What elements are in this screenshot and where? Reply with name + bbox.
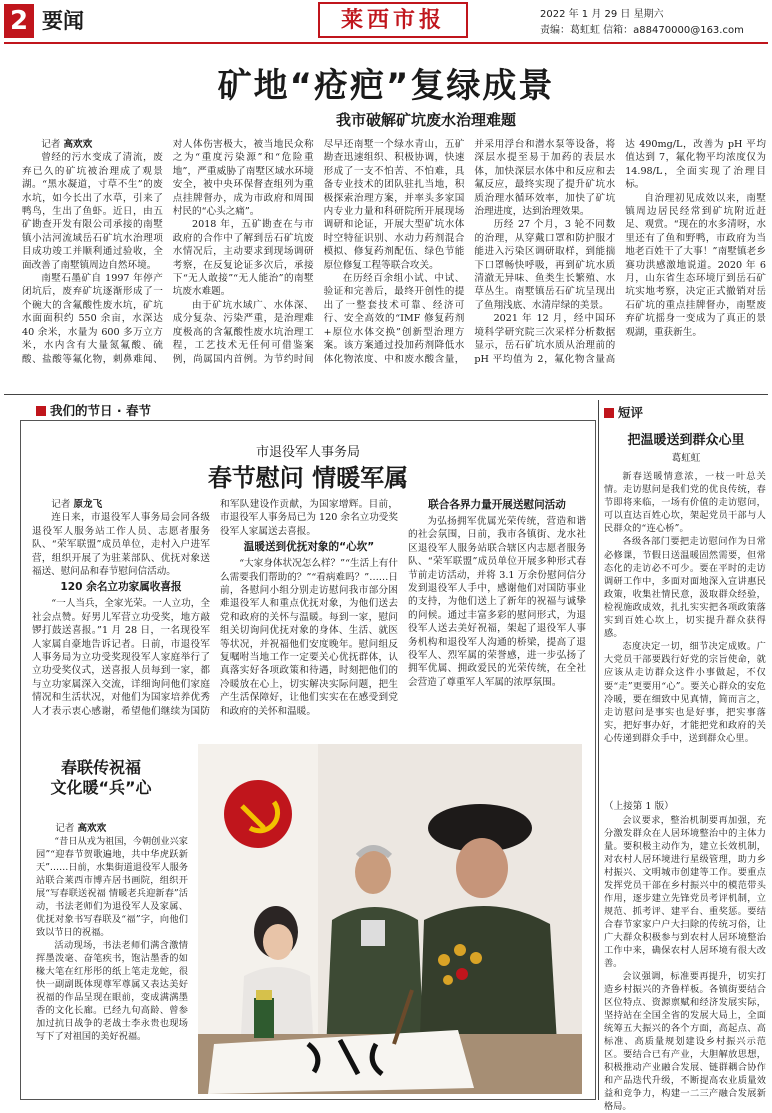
section-divider xyxy=(4,394,768,395)
festival-byline: 记者 原龙飞 xyxy=(51,499,103,510)
festival-paragraph: “大家身体状况怎么样？”“生活上有什么需要我们帮助的？”“看病难吗？”……日前，各慰问小组分别走访慰问我市部分困难退役军人和重点优抚对象，为他们送去党和政府的关怀与温暖。每到一家，慰问组关切询问优抚对象的身体、生活、就医等状况，并祝福他们安度晚年。慰问组反复嘱咐当地工作一定要关心优抚群体，认真落实好各项政策和待遇，时刻把他们的冷暖放在心上，切实解决实际问题，把生产生活保障好，让他们实实在在感受到党和政府的关怀和温暖。 xyxy=(220,558,398,717)
lead-paragraph: 历经 27 个月，3 轮不同数的治理，从穿戴口罩和防护服才能进入污染区调研取样，到能揣下口罩畅快呼吸，再到矿坑水质清澈无异味、鱼类生长繁殖、水草丛生。南墅镇岳石矿坑呈现出了鱼翔浅底、水清岸绿的美景。 xyxy=(474,219,616,311)
page-number: 2 xyxy=(4,4,34,38)
commentary-paragraph: 态度决定一切，细节决定成败。广大党员干部要践行好党的宗旨使命，就应该从走访群众这件小事做起，不仅要“走”更要用“心”。要关心群众的安危冷暖，要在细致中见真情，简而言之，走访慰问是事实也是好事，把实事落实，把好事办好，才能把党和政府的关心传递到群众手中，送到群众心里。 xyxy=(604,641,766,744)
festival-paragraph: “一人当兵，全家光荣。一人立功，全社会点赞。好男儿军营立功受奖，地方敲锣打鼓送喜报。”1 月 28 日，一名现役军人家属自豪地告诉记者。日前，市退役军人事务局为立功受奖现役军人家庭举行了立功受奖仪式，送喜报人员每到一家，都与立功家属深入交流，详细询问他们家庭情况和生活状况，对他们为国家培养优秀人才表示衷心感谢，希望他们继续为国防和军队建设作贡献，为国家增辉。目前，市退役军人事务局已为 120 余名立功受奖役军人家属送去喜报。 xyxy=(32,499,398,717)
festival-headline: 春节慰问 情暖军属 xyxy=(207,464,409,492)
festival-subhead: 联合各界力量开展送慰问活动 xyxy=(428,499,566,511)
lead-paragraph: 自治理初见成效以来，南墅镇周边居民经常到矿坑附近赶足、观赏。“现在的水多清呀，水里还有了鱼和野鸭，市政府为当地老百姓干了大事！”南墅镇老乡赛功洪感激地说道。2020 年 6 月，山东省生态环境厅到岳石矿坑实地考察，决定正式撤销对岳石矿坑的重点挂牌督办，南墅废弃矿坑摇身一变成为了真正的景观湖，重获新生。 xyxy=(625,192,766,338)
column-divider xyxy=(598,400,599,1100)
couplet-headline: 春联传祝福 文化暖“兵”心 xyxy=(50,758,152,797)
festival-paragraph: 为弘扬拥军优属光荣传统，营造和谐的社会氛围，日前，我市各镇街、龙水社区退役军人服务站联合辖区内志愿者服务队、“荣军联盟”成员单位开展多种形式春节前走访活动，并将 3.1 万余份慰问信分发到退役军人手中，感谢他们对国防事业的支持，为他们送上了新年的祝福与诚挚的问候。通过丰富多彩的慰问形式，为退役军人送去美好祝福，架起了退役军人事务机构和退役军人沟通的桥梁，提高了退役军人、烈军属的荣誉感，进一步弘扬了拥军优属、拥政爱民的光荣传统，在全社会营造了尊重军人军属的浓厚氛围。 xyxy=(408,516,586,688)
lead-subheadline: 我市破解矿坑废水治理难题 xyxy=(335,111,516,129)
newspaper-logo: 莱西市报 xyxy=(318,2,468,38)
calligraphy-scene-image xyxy=(198,744,582,1094)
red-square-icon xyxy=(36,406,46,416)
continued-article-body xyxy=(604,814,766,1112)
lead-paragraph: 在历经百余组小试、中试、验证和完善后，最终开创性的提出了一整套技术可靠、经济可行、安全高效的“IMF 修复药剂+原位水体交换”创新型治理方案。该方案通过投加药剂降低水体化物浓度、中和废水酸含量，并采用浮台和潜水泵等设备，将深层水提至易于加药的表层水体，加快深层水体中和反应和去氟反应，最终实现了提升矿坑水质治理水循环效率，加快了矿坑治理进度，达到治理效果。 xyxy=(323,139,616,365)
couplet-article-body xyxy=(36,822,188,1092)
section-tag-festival: 我们的节日 · 春节 xyxy=(36,402,151,420)
festival-subhead: 120 余名立功家属收喜报 xyxy=(60,581,182,594)
festival-article-body xyxy=(32,498,586,726)
couplet-paragraph: 活动现场，书法老师们满含激情挥墨泼毫、奋笔疾书，饱沾墨香的如椽大笔在红彤彤的纸上笔走龙蛇，很快一副副既体现尊军尊属又表达美好祝福的作品呈现在眼前，变成满满墨香的文化长廊。已经九旬高龄、曾参加过抗日战争的老战士李永贵也现场写下了对祖国的美好祝福。 xyxy=(36,940,188,1043)
issue-date: 2022 年 1 月 29 日 星期六 xyxy=(540,9,664,20)
commentary-author: 葛虹虹 xyxy=(671,453,701,464)
editor-line: 责编：葛虹虹 信箱：a88470000@163.com xyxy=(540,25,744,36)
lead-article-body xyxy=(22,138,766,372)
section-name: 要闻 xyxy=(42,9,84,33)
lead-paragraph: 曾经的污水变成了清流，废弃已久的矿坑被治理成了观景湖。“黑水凝道，寸草不生”的废水坑，如今长出了水草，引来了鸭鸟，生出了鱼虾。近日，由五矿勘查开发有限公司承接的南墅镇小沽河流域岳石矿坑水治理项目成功竣工并顺利通过验收，全面改善了南墅镇周边自然环境。 xyxy=(22,152,163,271)
continued-paragraph: 会议要求，整治机制要再加强，充分激发群众在人居环境整治中的主体力量。要积极主动作为，建立长效机制，对农村人居环境进行星级管理，助力乡村振兴、文明城市创建等工作。要重点发挥党员干部在乡村振兴中的模范带头作用，逐步建立先锋党员考评机制，立规范、抓考评、建平台、重奖惩。要结合春节家家户户大扫除的传统习俗，让广大群众积极参与到农村人居环境整治工作中来，确保农村人居环境有很大改善。 xyxy=(604,815,766,969)
couplet-byline: 记者 高欢欢 xyxy=(55,823,107,834)
lead-paragraph: 由于矿坑水域广、水体深、成分复杂、污染严重，是治理难度极高的含氟酸性废水坑治理工程，工艺技术无任何可借鉴案例，尚属国内首例。为节约时间尽早还南墅一个绿水青山，五矿勘查迅速组织、积极协调，快速形成了一支不怕苦、不怕难，具备专业技术的团队驻扎当地，积极探索治理方案，并率头多家国内专业力量和科研院所开展现场调研和论证，开展大型矿坑水体时空特征识别、水动力药剂混合模拟、修复药剂配伍、绿色节能原位修复工程等联合攻关。 xyxy=(172,139,465,365)
lead-headline: 矿地“疮疤”复绿成景 xyxy=(217,66,555,106)
lead-byline: 记者 高欢欢 xyxy=(41,139,93,150)
lead-paragraph: 2018 年，五矿勘查在与市政府的合作中了解到岳石矿坑废水情况后，主动要求到现场调研考察，在反复论证多次后，承接下“无人敢接”“无人能治”的南墅坑废水难题。 xyxy=(172,219,314,298)
lead-paragraph: 2021 年 12 月，经中国环境科学研究院三次采样分析数据显示，岳石矿坑水质从治理前的 pH 平均值为 2，氟化物含量高达 490mg/L，改善为 pH 平均值达到 7，氟化物平均浓度仅为 14.98/L，全面实现了治理目标。 xyxy=(474,139,766,365)
commentary-headline: 把温暖送到群众心里 xyxy=(627,433,745,448)
continued-label: （上接第 1 版） xyxy=(604,801,674,812)
red-square-icon xyxy=(604,408,614,418)
couplet-paragraph: “昔日从戎为祖国，今朝创业兴家园”“迎春节贺歌遍地，共中华虎跃新天”……日前，水集街道退役军人服务站联合莱西市博卉居书画院，组织开展“写春联送祝福 情暖老兵迎新春”活动，书法老师们为退役军人及家属、优抚对象书写春联及“福”字，向他们致以节日的祝福。 xyxy=(36,836,188,939)
festival-kicker: 市退役军人事务局 xyxy=(255,445,360,460)
section-tag-commentary: 短评 xyxy=(604,404,643,422)
commentary-paragraph: 新春送暖情意浓，一枝一叶总关情。走访慰问是我们党的优良传统，春节即将来临，一场有价值的走访慰问，可以直达百姓心坎，架起党员干部与人民群众的“连心桥”。 xyxy=(604,471,766,535)
commentary-paragraph: 各级各部门要把走访慰问作为日常必修课，节假日送温暖固然需要，但常态化的走访必不可少。要在平时的走访调研工作中，多面对面地深入宣讲惠民政策，收集社情民意，汲取群众经验，检视施政成效，扎扎实实把各项政策落实到百姓心坎上，切实提升群众获得感。 xyxy=(604,536,766,640)
commentary-body xyxy=(604,470,766,796)
festival-subhead: 温暖送到优抚对象的“心坎” xyxy=(243,541,375,554)
masthead-rule xyxy=(4,42,768,44)
lead-paragraph: 南墅石墨矿自 1997 年停产闭坑后，废弃矿坑逐渐形成了一个碗大的含氟酸性废水坑，矿坑水面面积约 550 余亩，水深达 40 余米，水量为 600 多万立方米，水内含有大量氮氟酸、硫酸、盐酸等氟化物，刺鼻难闻、对人体伤害极大，被当地民众称之为“重度污染源”和“危险重地”，严重威胁了南墅区域水环境安全，被中央环保督查组列为重点挂牌督办，成为市政府和周围村民的“心头之痛”。 xyxy=(22,139,314,365)
calligraphy-photo xyxy=(198,744,582,1094)
continued-paragraph: 会议强调，标准要再提升，切实打造乡村振兴的齐鲁样板。各镇街要结合区位特点、资源禀赋和经济发展实际，坚持站在全国全省的发展大局上，全面统筹五大振兴的各个方面，高起点、高标准、高质量规划建设乡村振兴示范区。要结合已有产业，大胆解放思想，积极推动产业融合发展、链群耦合协作和产品迭代升级，不断提高农业质量效益和竞争力，构建一二三产融合发展新格局。 xyxy=(604,971,766,1112)
festival-paragraph: 连日来，市退役军人事务局会同各级退役军人服务站工作人员、志愿者服务队、“荣军联盟”成员单位，走村入户进军营，组织开展了为驻莱部队、优抚对象送福送、慰问品和春节慰问信活动。 xyxy=(32,512,210,578)
masthead xyxy=(0,0,772,44)
